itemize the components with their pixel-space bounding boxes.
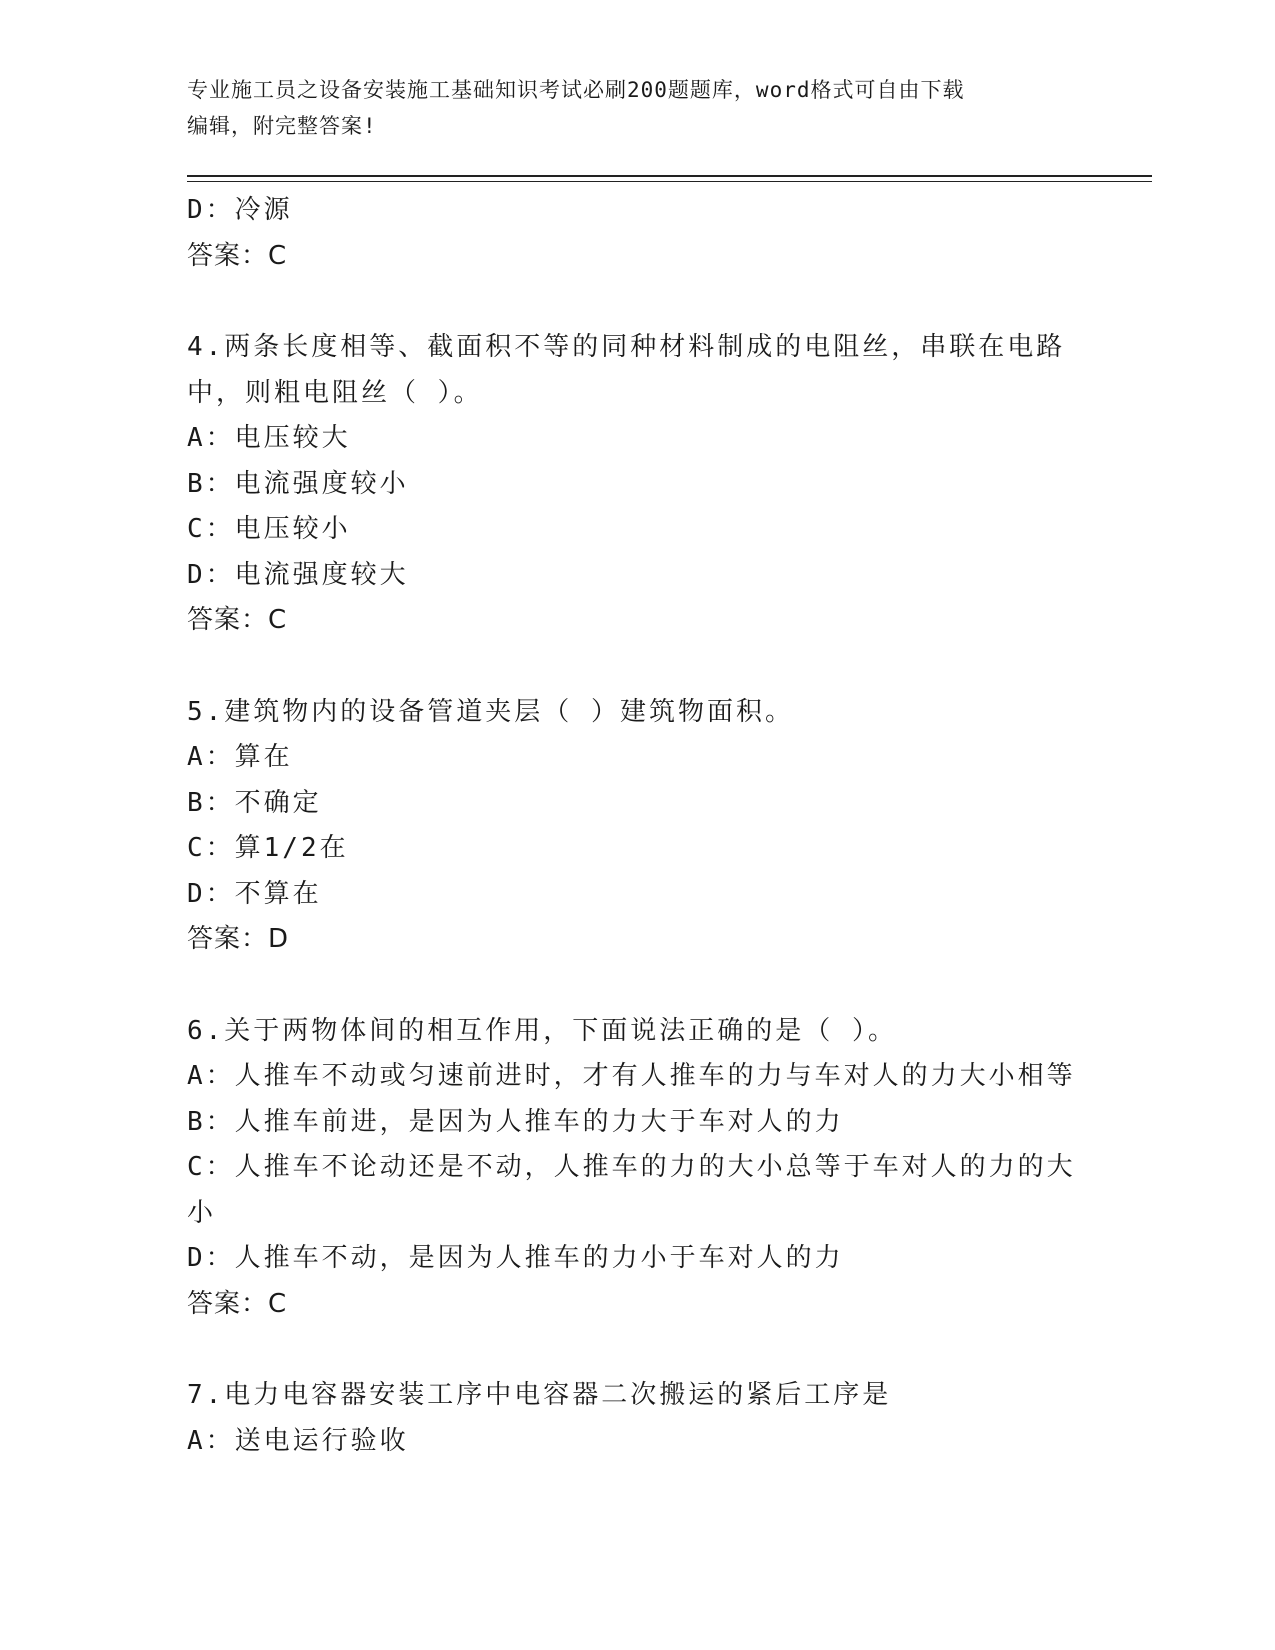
option-d: D：不算在 [187,878,322,909]
question-4 [187,325,1087,644]
header-divider-thin [187,181,1152,182]
option-d: D：电流强度较大 [187,559,409,590]
document-body [187,188,1087,1464]
option-c: C：电压较小 [187,514,351,544]
option-b: B：不确定 [187,787,322,818]
option-c: C：人推车不论动还是不动，人推车的力的大小总等于车对人的力的大 [187,1152,1076,1182]
option-b: B：人推车前进，是因为人推车的力大于车对人的力 [187,1106,844,1137]
question-stem: 5.建筑物内的设备管道夹层（ ）建筑物面积。 [187,696,794,727]
question-stem: 7.电力电容器安装工序中电容器二次搬运的紧后工序是 [187,1380,892,1410]
option-a: A：人推车不动或匀速前进时，才有人推车的力与车对人的力大小相等 [187,1061,1076,1091]
question-stem: 4.两条长度相等、截面积不等的同种材料制成的电阻丝，串联在电路 [187,332,1066,362]
option-b: B：电流强度较小 [187,468,409,499]
answer: 答案：C [187,240,288,271]
header-divider-thick [187,175,1152,177]
option-a: A：算在 [187,742,293,772]
document-header [187,72,1067,144]
question-6 [187,1009,1087,1328]
question-5 [187,690,1087,963]
question-7 [187,1373,1087,1464]
answer: 答案：C [187,1288,288,1319]
question-stem: 6.关于两物体间的相互作用，下面说法正确的是（ ）。 [187,1015,897,1046]
answer: 答案：D [187,924,290,954]
option-c-cont: 小 [187,1197,217,1228]
answer: 答案：C [187,605,288,635]
header-line-2: 编辑，附完整答案! [187,114,377,138]
option-a: A：电压较大 [187,423,351,453]
question-3-tail [187,188,1087,279]
option-d: D：冷源 [187,195,293,225]
question-stem-cont: 中，则粗电阻丝（ ）。 [187,377,483,408]
header-line-1: 专业施工员之设备安装施工基础知识考试必刷200题题库，word格式可自由下载 [187,78,965,102]
option-c: C：算1/2在 [187,833,349,863]
option-d: D：人推车不动，是因为人推车的力小于车对人的力 [187,1243,844,1273]
option-a: A：送电运行验收 [187,1425,409,1456]
